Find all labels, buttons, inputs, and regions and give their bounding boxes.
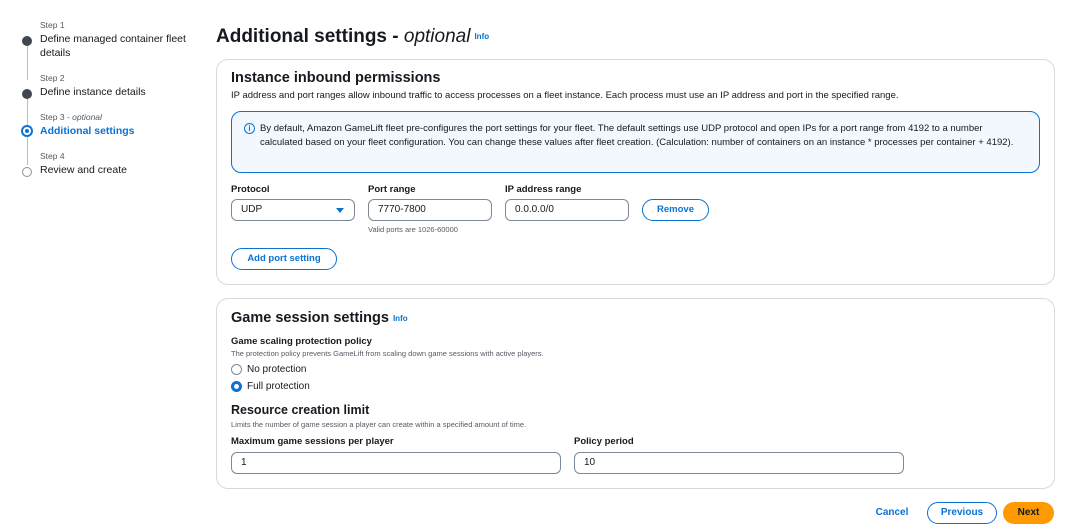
step-completed-icon [22, 89, 32, 99]
step-2[interactable] [22, 73, 197, 99]
ip-range-input[interactable]: 0.0.0.0/0 [505, 199, 629, 221]
step-3[interactable] [22, 112, 197, 138]
step-4[interactable] [22, 151, 197, 177]
panel-heading-text: Game session settings [231, 310, 389, 326]
policy-period-input[interactable]: 10 [574, 452, 904, 474]
step-title: Define instance details [40, 86, 146, 98]
step-number: Step 1 [40, 20, 65, 30]
policy-period-label: Policy period [574, 436, 634, 447]
radio-full-protection[interactable] [231, 379, 310, 393]
info-alert [231, 111, 1040, 173]
panel-heading [231, 310, 408, 326]
radio-button[interactable] [231, 364, 242, 375]
resource-limit-description: Limits the number of game session a player can create within a specified amount of time. [231, 420, 527, 429]
cancel-button[interactable]: Cancel [875, 507, 909, 518]
page-title [216, 26, 489, 48]
step-title: Additional settings [40, 125, 135, 137]
remove-button[interactable]: Remove [642, 199, 709, 221]
step-completed-icon [22, 36, 32, 46]
policy-label: Game scaling protection policy [231, 336, 372, 347]
policy-description: The protection policy prevents GameLift from scaling down game sessions with active players. [231, 349, 544, 358]
panel-description: IP address and port ranges allow inbound traffic to access processes on a fleet instance. Each process must use an IP address and port in the specified range. [231, 90, 899, 101]
step-title: Review and create [40, 164, 127, 176]
radio-label: Full protection [247, 380, 310, 392]
info-icon: i [244, 123, 255, 134]
page-title-optional: optional [403, 26, 471, 47]
step-current-icon [21, 125, 33, 137]
step-title: Define managed container fleet details [40, 33, 186, 59]
step-number: Step 2 [40, 73, 65, 83]
radio-no-protection[interactable] [231, 362, 306, 376]
radio-button-checked[interactable] [231, 381, 242, 392]
ip-range-label: IP address range [505, 184, 582, 195]
protocol-select[interactable] [231, 199, 355, 221]
protocol-label: Protocol [231, 184, 270, 195]
step-number: Step 3 - optional [40, 112, 102, 122]
max-sessions-label: Maximum game sessions per player [231, 436, 394, 447]
page-title-text: Additional settings - [216, 26, 404, 47]
resource-limit-heading: Resource creation limit [231, 403, 370, 417]
info-link[interactable]: Info [392, 313, 408, 323]
panel-heading: Instance inbound permissions [231, 70, 441, 86]
previous-button[interactable]: Previous [927, 502, 997, 524]
step-number-text: Step 3 [40, 112, 65, 122]
port-range-hint: Valid ports are 1026-60000 [368, 225, 458, 234]
port-range-label: Port range [368, 184, 416, 195]
caret-down-icon [336, 208, 344, 213]
add-port-setting-button[interactable]: Add port setting [231, 248, 337, 270]
inbound-permissions-panel [216, 59, 1055, 285]
next-button[interactable]: Next [1003, 502, 1054, 524]
port-range-input[interactable]: 7770-7800 [368, 199, 492, 221]
step-optional-text: optional [72, 112, 102, 122]
max-sessions-input[interactable]: 1 [231, 452, 561, 474]
step-number: Step 4 [40, 151, 65, 161]
game-session-panel [216, 298, 1055, 489]
protocol-value: UDP [241, 204, 263, 215]
step-future-icon [22, 167, 32, 177]
alert-text: By default, Amazon GameLift fleet pre-configures the port settings for your fleet. The default settings use UDP protocol and open IPs for a port range from 4192 to a number calculated based on your fleet configuration. You can change these values after fleet creation. (Calculation: number of containers on an instance * processes per container + 4192). [260, 123, 1014, 148]
radio-label: No protection [247, 363, 307, 375]
step-1[interactable] [22, 20, 197, 60]
info-link[interactable]: Info [474, 32, 490, 42]
